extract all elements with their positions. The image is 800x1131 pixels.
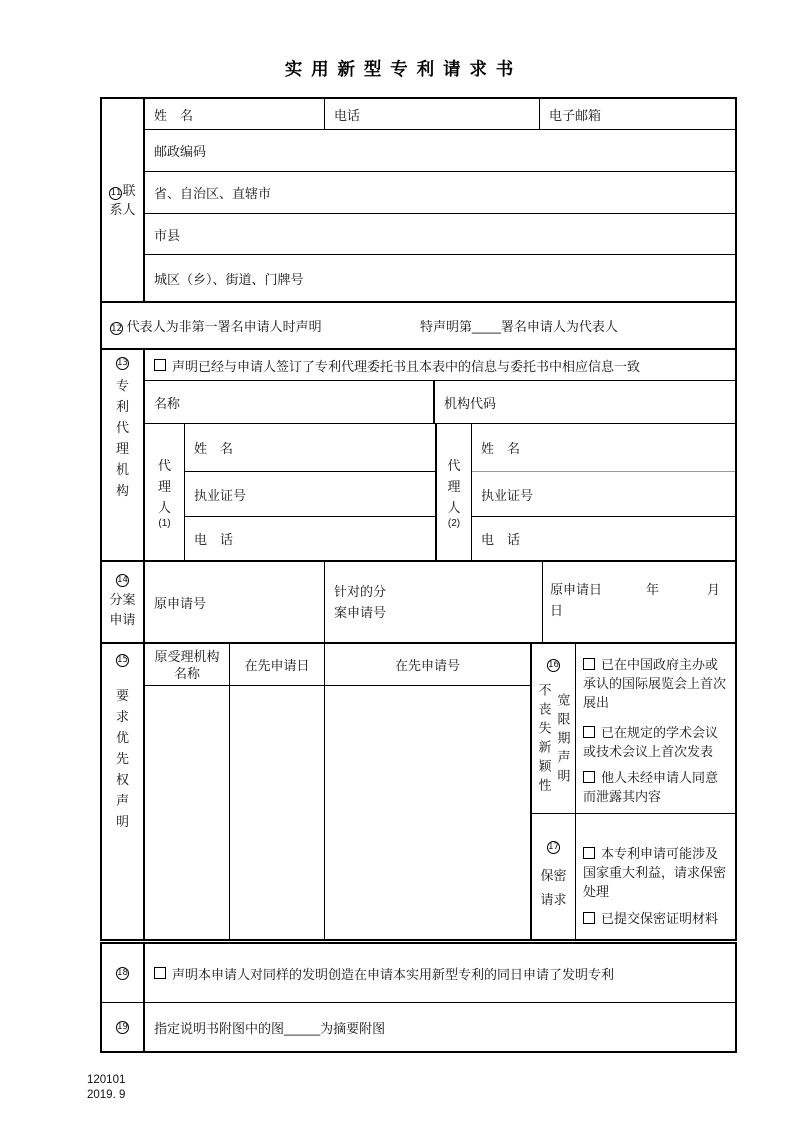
agent2-license-label: 执业证号: [481, 487, 534, 503]
agent1-label-text: 代理人: [157, 458, 171, 515]
field-divisional-orig-date[interactable]: [543, 562, 735, 642]
agency-declaration-row: [145, 350, 735, 381]
section-14-number: 14: [117, 575, 128, 586]
grace-item-1: 已在中国政府主办或承认的国际展览会上首次展出: [583, 657, 727, 710]
representative-statement-text: 特声明第____署名申请人为代表人: [420, 318, 618, 334]
priority-col3-header: 在先申请号: [394, 658, 460, 673]
grace-checkbox-3[interactable]: [583, 771, 595, 783]
agent2-number: (2): [447, 518, 461, 529]
field-priority-office[interactable]: [145, 686, 230, 939]
section-13-number: 13: [117, 358, 128, 369]
grace-checkbox-1[interactable]: [583, 658, 595, 670]
abstract-figure-label: [102, 1003, 145, 1051]
dual-filing-checkbox[interactable]: [154, 967, 166, 979]
section-dual-filing: [102, 944, 735, 1003]
field-agent2-name[interactable]: [472, 424, 735, 472]
field-contact-name[interactable]: [145, 99, 325, 129]
agency-code-label: 机构代码: [444, 395, 497, 411]
field-contact-city[interactable]: [145, 214, 735, 255]
field-agent1-phone[interactable]: [185, 517, 435, 560]
divisional-year-label: 年: [646, 582, 660, 597]
section-agency: [102, 348, 735, 560]
agent2-label-text: 代理人: [447, 458, 461, 515]
divisional-label-text: 分案申请: [109, 592, 136, 627]
contact-district-label: 城区（乡）、街道、门牌号: [154, 271, 304, 287]
form-code: 120101: [87, 1074, 126, 1086]
grace-checkbox-2[interactable]: [583, 726, 595, 738]
divisional-day-label: 日: [550, 603, 564, 618]
priority-label-text: 要求优先权声明: [115, 688, 129, 829]
page-title: 实 用 新 型 专 利 请 求 书: [284, 59, 516, 79]
field-contact-province[interactable]: [145, 172, 735, 214]
field-agent2-license[interactable]: [472, 472, 735, 517]
field-agent2-phone[interactable]: [472, 517, 735, 560]
agency-name-label: 名称: [154, 395, 181, 411]
secrecy-section-label: [532, 814, 576, 939]
agent2-phone-label: 电 话: [481, 532, 521, 547]
agent1-number: (1): [158, 518, 171, 529]
section-secrecy: [532, 814, 735, 939]
field-agent1-name[interactable]: [185, 424, 435, 472]
contact-label-text: 联系人: [109, 183, 136, 217]
divisional-orig-date-label: 原申请日: [550, 582, 603, 597]
field-contact-postal[interactable]: [145, 130, 735, 172]
field-contact-district[interactable]: [145, 255, 735, 301]
field-contact-phone[interactable]: [325, 99, 540, 129]
secrecy-checkbox-2[interactable]: [583, 912, 595, 924]
priority-col2-header: 在先申请日: [230, 644, 325, 685]
contact-section-label: [102, 99, 145, 301]
divisional-target-no-label: 针对的分案申请号: [334, 584, 387, 620]
section-abstract-figure: [102, 1003, 735, 1051]
section-16-number: 16: [548, 660, 559, 671]
grace-section-label: [532, 644, 576, 813]
priority-claims-table: [145, 644, 532, 939]
main-form-table: [100, 97, 737, 941]
agent2-label: [437, 424, 472, 560]
section-contact: [102, 99, 735, 301]
divisional-section-label: [102, 562, 145, 642]
section-priority: [102, 642, 735, 939]
section-12-number: 12: [111, 323, 122, 334]
secrecy-item-1: 本专利申请可能涉及国家重大利益，请求保密处理: [583, 846, 727, 899]
section-11-number: 11: [110, 188, 122, 198]
secrecy-label-text: 保密请求: [540, 868, 567, 907]
divisional-month-label: 月: [707, 582, 721, 597]
field-agency-code[interactable]: [435, 381, 735, 423]
bottom-form-table: [100, 942, 737, 1053]
field-agency-name[interactable]: [145, 381, 435, 423]
agent1-label: [145, 424, 185, 560]
secrecy-item-2: 已提交保密证明材料: [576, 909, 735, 928]
abstract-figure-text: 指定说明书附图中的图_____为摘要附图: [154, 1020, 386, 1036]
dual-filing-text: 声明本申请人对同样的发明创造在申请本实用新型专利的同日申请了发明专利: [172, 966, 615, 982]
section-grace: [532, 644, 735, 814]
field-divisional-target-no[interactable]: [325, 562, 543, 642]
field-priority-number[interactable]: [325, 686, 530, 939]
field-abstract-figure[interactable]: [145, 1003, 735, 1051]
representative-intro-text: 代表人为非第一署名申请人时声明: [126, 318, 322, 334]
dual-filing-label: [102, 944, 145, 1002]
section-19-number: 19: [117, 1021, 128, 1032]
grace-item-2: 已在规定的学术会议或技术会议上首次发表: [583, 725, 719, 759]
contact-city-label: 市县: [154, 227, 181, 243]
priority-col1-header: 原受理机构名称: [145, 644, 230, 685]
field-priority-date[interactable]: [230, 686, 325, 939]
divisional-orig-no-label: 原申请号: [154, 595, 207, 611]
field-agent1-license[interactable]: [185, 472, 435, 517]
section-divisional: [102, 560, 735, 642]
contact-email-label: 电子邮箱: [549, 107, 602, 123]
section-18-number: 18: [117, 967, 128, 978]
contact-name-label: 姓 名: [154, 107, 194, 123]
grace-item-3: 他人未经申请人同意而泄露其内容: [583, 770, 719, 804]
field-contact-email[interactable]: [540, 99, 735, 129]
field-divisional-orig-no[interactable]: [145, 562, 325, 642]
form-date: 2019. 9: [87, 1088, 126, 1101]
secrecy-checkbox-1[interactable]: [583, 847, 595, 859]
grace-label-text: 不丧失新颖性宽限期声明: [536, 683, 571, 797]
agent1-name-label: 姓 名: [194, 441, 234, 456]
priority-section-label: [102, 644, 145, 939]
agent1-phone-label: 电 话: [194, 532, 234, 547]
agency-label-text: 专利代理机构: [115, 378, 129, 498]
section-representative: [102, 301, 735, 348]
contact-province-label: 省、自治区、直辖市: [154, 186, 272, 201]
dual-filing-row: [145, 944, 735, 1002]
form-code-footer: [87, 1073, 125, 1102]
section-15-number: 15: [117, 655, 128, 666]
contact-phone-label: 电话: [334, 107, 361, 123]
contact-postal-label: 邮政编码: [154, 144, 207, 159]
agency-declaration-checkbox[interactable]: [154, 359, 166, 371]
section-17-number: 17: [548, 842, 559, 853]
agent1-license-label: 执业证号: [194, 487, 247, 503]
agency-declaration-text: 声明已经与申请人签订了专利代理委托书且本表中的信息与委托书中相应信息一致: [172, 358, 641, 374]
agency-section-label: [102, 350, 145, 560]
agent2-name-label: 姓 名: [481, 441, 521, 456]
